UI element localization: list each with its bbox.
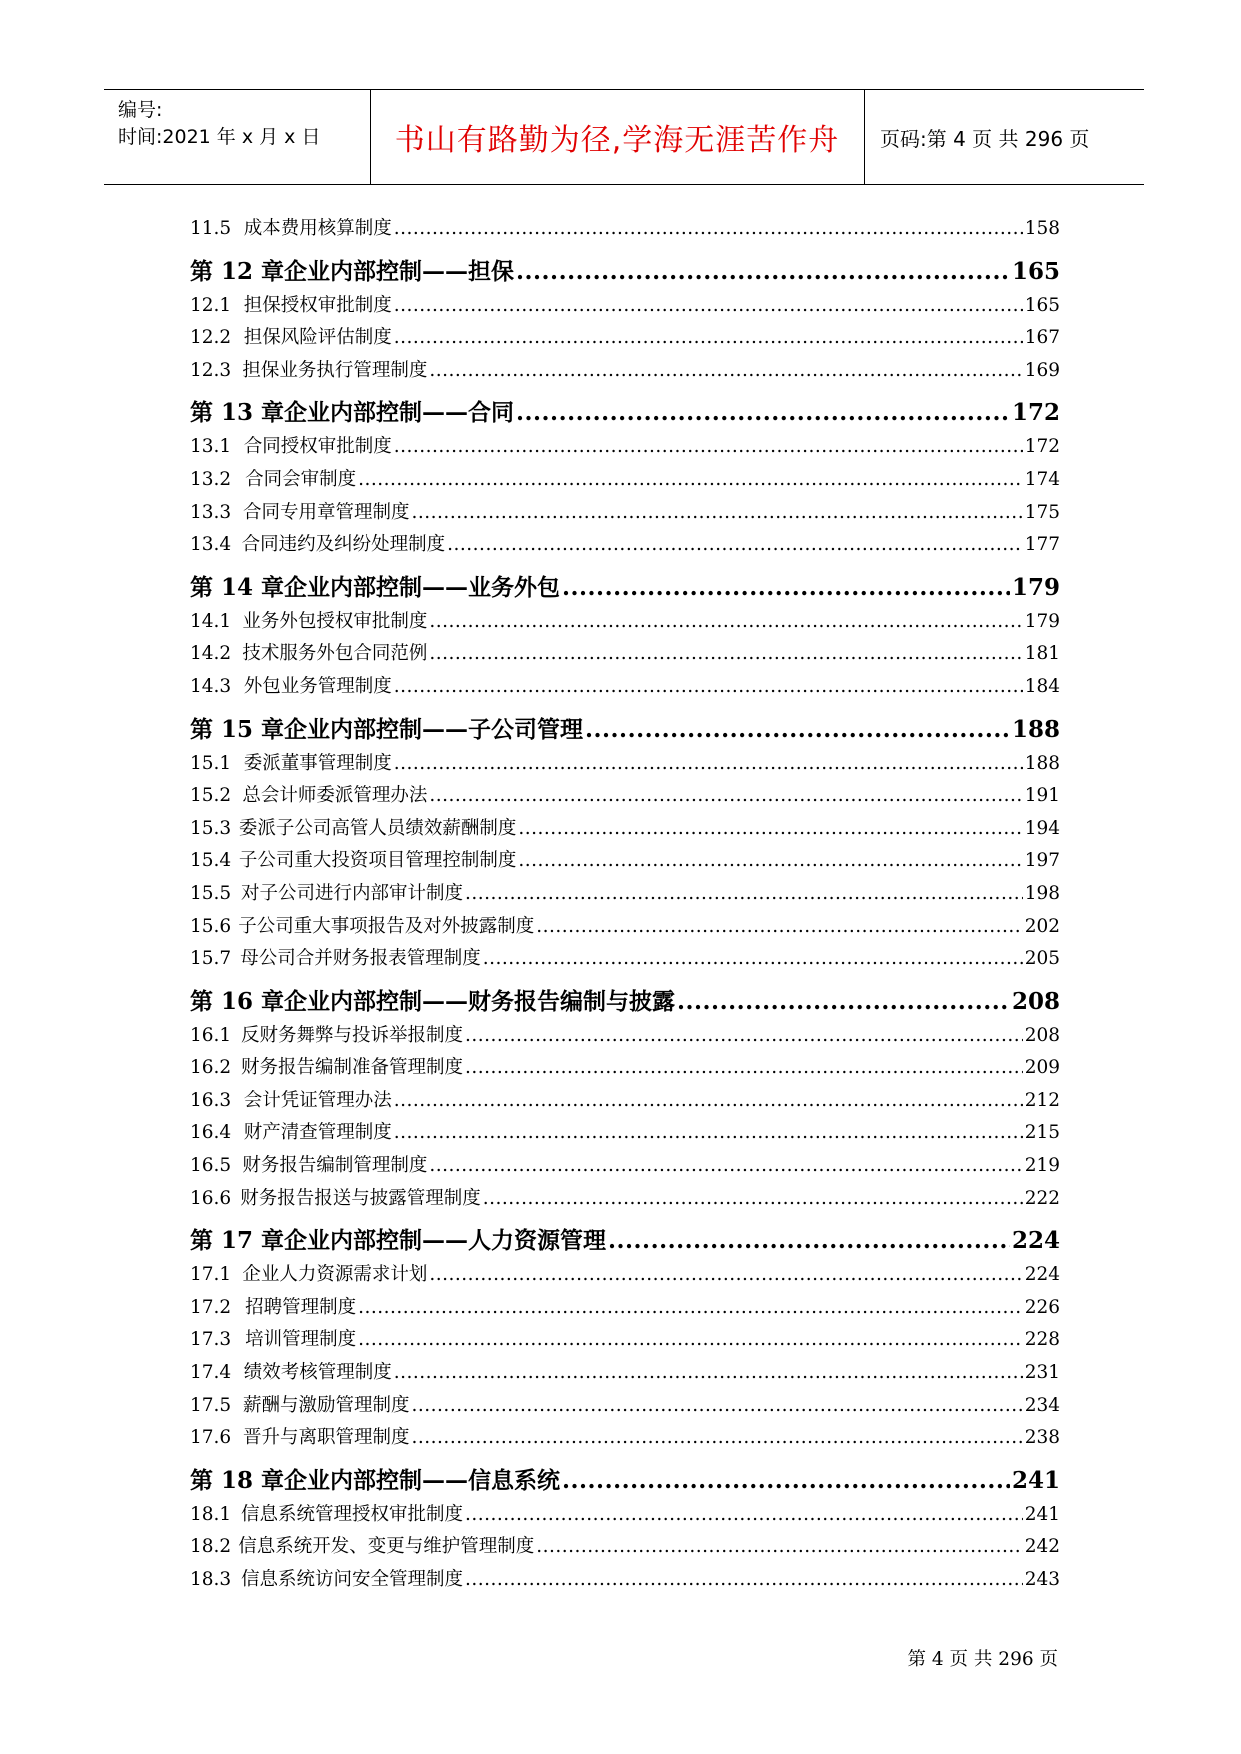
toc-section-number: 3 xyxy=(219,359,232,381)
toc-section-chapter-number: 13. xyxy=(190,436,220,458)
toc-chapter-number: 第 18 章 xyxy=(190,1466,285,1494)
toc-section-chapter-number: 15. xyxy=(190,850,220,872)
toc-section-number: 3 xyxy=(219,1569,232,1590)
toc-entry-title: 担保授权审批制度 xyxy=(243,294,392,316)
toc-entry-title: 合同会审制度 xyxy=(245,468,357,490)
toc-section-chapter-number: 17. xyxy=(190,1264,220,1286)
toc-dot-leader xyxy=(394,753,1023,774)
toc-section-entry[interactable] xyxy=(190,530,1060,563)
page-footer: 第 4 页 共 296 页 xyxy=(907,1649,1058,1670)
toc-page-number: 179 xyxy=(1024,610,1060,632)
toc-section-chapter-number: 16. xyxy=(190,1057,220,1079)
toc-section-number: 7 xyxy=(219,948,232,970)
toc-dot-leader xyxy=(358,1329,1023,1350)
toc-entry-title: 合同授权审批制度 xyxy=(243,436,392,458)
toc-chapter-entry[interactable] xyxy=(190,1216,1060,1260)
toc-section-number: 4 xyxy=(219,850,232,872)
toc-chapter-number: 第 17 章 xyxy=(190,1227,285,1255)
toc-page-number: 242 xyxy=(1024,1536,1060,1558)
toc-entry-title: 担保风险评估制度 xyxy=(243,327,392,349)
toc-dot-leader xyxy=(447,534,1023,555)
toc-section-chapter-number: 16. xyxy=(190,1089,220,1111)
toc-dot-leader xyxy=(358,1297,1023,1318)
toc-page-number: 175 xyxy=(1024,501,1060,523)
toc-entry-title: 合同违约及纠纷处理制度 xyxy=(241,534,446,556)
toc-entry-title: 子公司重大投资项目管理控制制度 xyxy=(238,850,517,872)
toc-section-chapter-number: 15. xyxy=(190,948,220,970)
toc-section-number: 6 xyxy=(219,1427,232,1449)
toc-section-entry[interactable] xyxy=(190,912,1060,945)
toc-page-number: 172 xyxy=(1024,436,1060,458)
toc-dot-leader xyxy=(677,988,1010,1015)
toc-dot-leader xyxy=(358,469,1023,490)
toc-chapter-entry[interactable] xyxy=(190,977,1060,1021)
toc-section-chapter-number: 14. xyxy=(190,675,220,697)
toc-section-chapter-number: 15. xyxy=(190,915,220,937)
toc-page-number: 234 xyxy=(1024,1394,1060,1416)
toc-page-number: 181 xyxy=(1024,643,1060,665)
toc-section-number: 2 xyxy=(219,468,232,490)
toc-section-entry[interactable] xyxy=(190,672,1060,705)
header-left-cell xyxy=(104,90,371,184)
toc-chapter-entry[interactable] xyxy=(190,388,1060,432)
toc-page-number: 188 xyxy=(1024,752,1060,774)
toc-section-entry[interactable] xyxy=(190,1358,1060,1391)
header-page-info: 页码:第 4 页 共 296 页 xyxy=(880,126,1090,151)
toc-section-entry[interactable] xyxy=(190,1325,1060,1358)
toc-dot-leader xyxy=(465,1504,1023,1525)
toc-section-number: 4 xyxy=(219,1362,232,1384)
toc-entry-title: 财务报告编制准备管理制度 xyxy=(240,1057,463,1079)
toc-section-chapter-number: 15. xyxy=(190,752,220,774)
toc-section-entry[interactable] xyxy=(190,1500,1060,1533)
toc-section-entry[interactable] xyxy=(190,1293,1060,1326)
toc-section-entry[interactable] xyxy=(190,1184,1060,1217)
toc-entry-title: 晋升与离职管理制度 xyxy=(243,1427,410,1449)
toc-entry-title: 信息系统管理授权审批制度 xyxy=(240,1503,463,1525)
toc-page-number: 194 xyxy=(1024,817,1060,839)
toc-page-number: 188 xyxy=(1011,715,1060,743)
toc-section-chapter-number: 11. xyxy=(190,218,220,239)
toc-section-number: 3 xyxy=(219,501,232,523)
toc-chapter-entry[interactable] xyxy=(190,247,1060,291)
toc-section-entry[interactable] xyxy=(190,1391,1060,1424)
toc-section-entry[interactable] xyxy=(190,846,1060,879)
toc-dot-leader xyxy=(536,916,1022,937)
toc-page-number: 184 xyxy=(1024,675,1060,697)
toc-section-entry[interactable] xyxy=(190,1423,1060,1456)
toc-page-number: 241 xyxy=(1024,1503,1060,1525)
toc-page-number: 208 xyxy=(1011,987,1060,1015)
toc-section-chapter-number: 18. xyxy=(190,1503,220,1525)
table-of-contents xyxy=(190,214,1060,1598)
toc-entry-title: 成本费用核算制度 xyxy=(243,218,392,239)
toc-dot-leader xyxy=(465,1025,1023,1046)
toc-dot-leader xyxy=(518,818,1022,839)
toc-page-number: 197 xyxy=(1024,850,1060,872)
toc-section-entry[interactable] xyxy=(190,323,1060,356)
toc-dot-leader xyxy=(394,676,1023,697)
toc-chapter-number: 第 12 章 xyxy=(190,257,285,285)
toc-section-number: 3 xyxy=(219,1089,232,1111)
toc-dot-leader xyxy=(394,1122,1023,1143)
toc-entry-title: 会计凭证管理办法 xyxy=(243,1089,392,1111)
toc-dot-leader xyxy=(516,258,1010,285)
toc-section-entry[interactable] xyxy=(190,356,1060,389)
toc-page-number: 167 xyxy=(1024,327,1060,349)
toc-section-number: 1 xyxy=(219,610,232,632)
header-motto: 书山有路勤为径,学海无涯苦作舟 xyxy=(394,123,840,158)
toc-section-chapter-number: 13. xyxy=(190,501,220,523)
toc-dot-leader xyxy=(562,574,1010,601)
toc-section-chapter-number: 16. xyxy=(190,1122,220,1144)
toc-entry-title: 外包业务管理制度 xyxy=(243,675,392,697)
toc-section-entry[interactable] xyxy=(190,814,1060,847)
toc-dot-leader xyxy=(516,399,1010,426)
toc-section-entry[interactable] xyxy=(190,1532,1060,1565)
toc-page-number: 172 xyxy=(1011,399,1060,427)
toc-entry-title: 企业内部控制——人力资源管理 xyxy=(284,1227,607,1255)
toc-dot-leader xyxy=(562,1467,1010,1494)
toc-page-number: 224 xyxy=(1011,1227,1060,1255)
toc-section-chapter-number: 12. xyxy=(190,294,220,316)
toc-chapter-number: 第 13 章 xyxy=(190,399,285,427)
toc-section-number: 2 xyxy=(219,1536,232,1558)
toc-page-number: 158 xyxy=(1024,218,1060,239)
toc-entry-title: 财务报告报送与披露管理制度 xyxy=(240,1187,481,1209)
toc-section-entry[interactable] xyxy=(190,465,1060,498)
toc-dot-leader xyxy=(412,1427,1023,1448)
toc-entry-title: 担保业务执行管理制度 xyxy=(242,359,428,381)
toc-page-number: 208 xyxy=(1024,1024,1060,1046)
toc-dot-leader xyxy=(465,883,1023,904)
toc-section-chapter-number: 12. xyxy=(190,327,220,349)
toc-entry-title: 企业内部控制——信息系统 xyxy=(284,1466,561,1494)
toc-dot-leader xyxy=(412,1395,1023,1416)
toc-dot-leader xyxy=(429,1264,1022,1285)
toc-dot-leader xyxy=(394,295,1023,316)
toc-section-entry[interactable] xyxy=(190,1118,1060,1151)
toc-dot-leader xyxy=(429,360,1022,381)
toc-section-number: 3 xyxy=(219,817,232,839)
toc-entry-title: 绩效考核管理制度 xyxy=(243,1362,392,1384)
toc-entry-title: 合同专用章管理制度 xyxy=(243,501,410,523)
toc-section-number: 3 xyxy=(219,1329,232,1351)
toc-page-number: 238 xyxy=(1024,1427,1060,1449)
toc-section-number: 2 xyxy=(219,327,232,349)
toc-page-number: 191 xyxy=(1024,785,1060,807)
toc-entry-title: 财务报告编制管理制度 xyxy=(242,1155,428,1177)
toc-section-number: 1 xyxy=(219,752,232,774)
toc-dot-leader xyxy=(394,436,1023,457)
page-header xyxy=(104,89,1144,185)
toc-section-entry[interactable] xyxy=(190,639,1060,672)
toc-section-number: 1 xyxy=(219,436,232,458)
toc-dot-leader xyxy=(536,1536,1022,1557)
toc-entry-title: 薪酬与激励管理制度 xyxy=(243,1394,410,1416)
toc-page-number: 165 xyxy=(1011,257,1060,285)
toc-section-chapter-number: 13. xyxy=(190,468,220,490)
toc-section-chapter-number: 18. xyxy=(190,1536,220,1558)
toc-entry-title: 对子公司进行内部审计制度 xyxy=(240,882,463,904)
toc-entry-title: 企业内部控制——业务外包 xyxy=(284,573,561,601)
toc-page-number: 226 xyxy=(1024,1296,1060,1318)
toc-entry-title: 委派子公司高管人员绩效薪酬制度 xyxy=(238,817,517,839)
toc-page-number: 219 xyxy=(1024,1155,1060,1177)
toc-section-number: 4 xyxy=(219,1122,232,1144)
toc-page-number: 209 xyxy=(1024,1057,1060,1079)
toc-section-chapter-number: 16. xyxy=(190,1024,220,1046)
toc-section-number: 2 xyxy=(219,643,232,665)
toc-section-chapter-number: 17. xyxy=(190,1296,220,1318)
toc-section-entry[interactable] xyxy=(190,1565,1060,1598)
toc-entry-title: 委派董事管理制度 xyxy=(243,752,392,774)
toc-section-chapter-number: 18. xyxy=(190,1569,220,1590)
toc-dot-leader xyxy=(465,1057,1023,1078)
toc-dot-leader xyxy=(483,948,1023,969)
toc-dot-leader xyxy=(394,218,1023,239)
toc-section-number: 1 xyxy=(219,1503,232,1525)
toc-section-entry[interactable] xyxy=(190,1053,1060,1086)
toc-section-number: 4 xyxy=(219,534,232,556)
toc-section-chapter-number: 14. xyxy=(190,643,220,665)
document-number-label: 编号: xyxy=(118,99,163,121)
toc-page-number: 179 xyxy=(1011,573,1060,601)
toc-page-number: 222 xyxy=(1024,1187,1060,1209)
toc-page-number: 243 xyxy=(1024,1569,1060,1590)
toc-entry-title: 反财务舞弊与投诉举报制度 xyxy=(240,1024,463,1046)
toc-page-number: 165 xyxy=(1024,294,1060,316)
toc-section-entry[interactable] xyxy=(190,944,1060,977)
toc-section-number: 3 xyxy=(219,675,232,697)
toc-page-number: 241 xyxy=(1011,1466,1060,1494)
toc-section-chapter-number: 15. xyxy=(190,785,220,807)
toc-section-entry[interactable] xyxy=(190,781,1060,814)
toc-chapter-number: 第 16 章 xyxy=(190,987,285,1015)
toc-dot-leader xyxy=(429,1155,1022,1176)
toc-page-number: 202 xyxy=(1024,915,1060,937)
toc-section-number: 2 xyxy=(219,1296,232,1318)
toc-page-number: 228 xyxy=(1024,1329,1060,1351)
toc-section-number: 2 xyxy=(219,1057,232,1079)
toc-entry-title: 企业内部控制——担保 xyxy=(284,257,515,285)
toc-section-number: 1 xyxy=(219,1024,232,1046)
toc-section-number: 5 xyxy=(219,1394,232,1416)
toc-dot-leader xyxy=(483,1188,1023,1209)
toc-section-number: 5 xyxy=(219,882,232,904)
toc-chapter-entry[interactable] xyxy=(190,563,1060,607)
toc-section-number: 5 xyxy=(219,1155,232,1177)
toc-page-number: 169 xyxy=(1024,359,1060,381)
toc-section-entry[interactable] xyxy=(190,214,1060,247)
toc-entry-title: 信息系统访问安全管理制度 xyxy=(240,1569,463,1590)
toc-section-chapter-number: 15. xyxy=(190,817,220,839)
toc-section-chapter-number: 17. xyxy=(190,1329,220,1351)
toc-section-chapter-number: 15. xyxy=(190,882,220,904)
toc-section-entry[interactable] xyxy=(190,291,1060,324)
toc-dot-leader xyxy=(394,1362,1023,1383)
toc-section-number: 1 xyxy=(219,1264,232,1286)
toc-section-entry[interactable] xyxy=(190,432,1060,465)
toc-section-entry[interactable] xyxy=(190,1260,1060,1293)
toc-section-entry[interactable] xyxy=(190,1151,1060,1184)
toc-section-chapter-number: 13. xyxy=(190,534,220,556)
toc-dot-leader xyxy=(394,327,1023,348)
toc-entry-title: 企业内部控制——财务报告编制与披露 xyxy=(284,987,676,1015)
toc-entry-title: 母公司合并财务报表管理制度 xyxy=(240,948,481,970)
toc-section-entry[interactable] xyxy=(190,1086,1060,1119)
toc-section-chapter-number: 17. xyxy=(190,1427,220,1449)
toc-section-number: 1 xyxy=(219,294,232,316)
header-motto-cell xyxy=(370,90,865,184)
toc-entry-title: 企业人力资源需求计划 xyxy=(242,1264,428,1286)
toc-dot-leader xyxy=(429,785,1022,806)
toc-dot-leader xyxy=(412,502,1023,523)
toc-page-number: 198 xyxy=(1024,882,1060,904)
document-date-label: 时间:2021 年 x 月 x 日 xyxy=(118,126,321,148)
toc-entry-title: 招聘管理制度 xyxy=(245,1296,357,1318)
toc-entry-title: 业务外包授权审批制度 xyxy=(242,610,428,632)
toc-page-number: 212 xyxy=(1024,1089,1060,1111)
toc-section-chapter-number: 17. xyxy=(190,1394,220,1416)
toc-page-number: 205 xyxy=(1024,948,1060,970)
toc-dot-leader xyxy=(585,716,1010,743)
toc-dot-leader xyxy=(608,1227,1010,1254)
toc-section-entry[interactable] xyxy=(190,879,1060,912)
toc-section-number: 5 xyxy=(219,218,232,239)
toc-section-number: 6 xyxy=(219,915,232,937)
toc-section-chapter-number: 16. xyxy=(190,1155,220,1177)
toc-entry-title: 企业内部控制——子公司管理 xyxy=(284,715,584,743)
toc-section-entry[interactable] xyxy=(190,1021,1060,1054)
toc-dot-leader xyxy=(518,850,1022,871)
toc-page-number: 215 xyxy=(1024,1122,1060,1144)
toc-section-number: 6 xyxy=(219,1187,232,1209)
toc-section-chapter-number: 14. xyxy=(190,610,220,632)
toc-chapter-entry[interactable] xyxy=(190,1456,1060,1500)
toc-entry-title: 技术服务外包合同范例 xyxy=(242,643,428,665)
toc-entry-title: 信息系统开发、变更与维护管理制度 xyxy=(238,1536,535,1558)
toc-section-chapter-number: 16. xyxy=(190,1187,220,1209)
toc-section-chapter-number: 17. xyxy=(190,1362,220,1384)
toc-entry-title: 培训管理制度 xyxy=(245,1329,357,1351)
toc-section-number: 2 xyxy=(219,785,232,807)
toc-chapter-number: 第 15 章 xyxy=(190,715,285,743)
toc-section-entry[interactable] xyxy=(190,498,1060,531)
toc-entry-title: 企业内部控制——合同 xyxy=(284,399,515,427)
toc-section-entry[interactable] xyxy=(190,607,1060,640)
toc-chapter-number: 第 14 章 xyxy=(190,573,285,601)
header-page-cell xyxy=(864,90,1144,184)
toc-entry-title: 总会计师委派管理办法 xyxy=(242,785,428,807)
toc-page-number: 231 xyxy=(1024,1362,1060,1384)
toc-dot-leader xyxy=(394,1090,1023,1111)
toc-page-number: 177 xyxy=(1024,534,1060,556)
toc-page-number: 174 xyxy=(1024,468,1060,490)
toc-page-number: 224 xyxy=(1024,1264,1060,1286)
toc-dot-leader xyxy=(465,1569,1023,1590)
toc-section-chapter-number: 12. xyxy=(190,359,220,381)
toc-entry-title: 子公司重大事项报告及对外披露制度 xyxy=(238,915,535,937)
toc-dot-leader xyxy=(429,643,1022,664)
toc-dot-leader xyxy=(429,611,1022,632)
toc-section-entry[interactable] xyxy=(190,749,1060,782)
toc-entry-title: 财产清查管理制度 xyxy=(243,1122,392,1144)
toc-chapter-entry[interactable] xyxy=(190,705,1060,749)
